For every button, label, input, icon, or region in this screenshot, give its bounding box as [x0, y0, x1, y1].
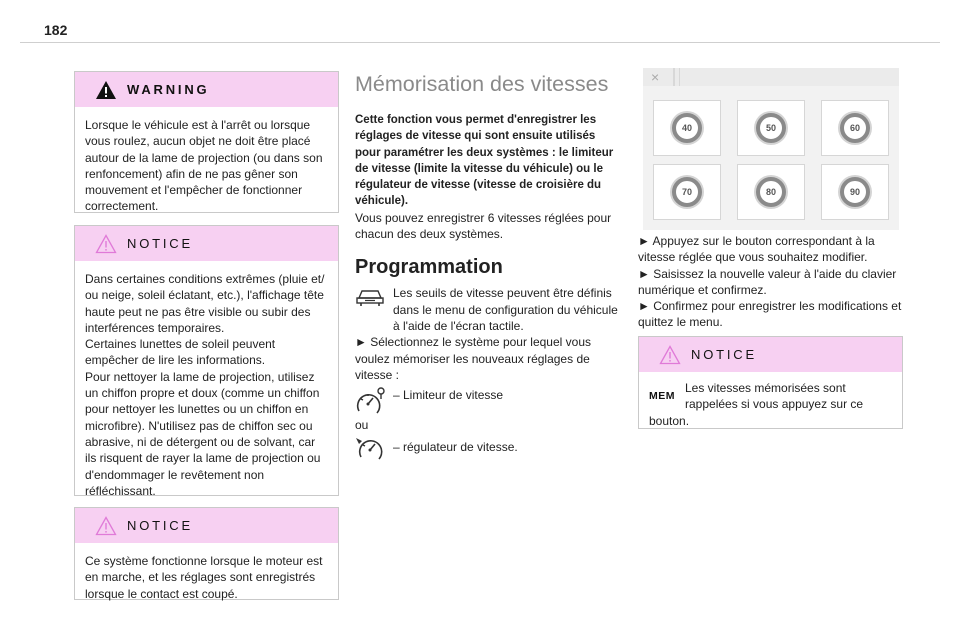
notice-header-1 [75, 226, 338, 261]
speed-sign-icon [756, 113, 786, 143]
notice1-paragraph-2: Certaines lunettes de soleil peuvent empêcher de lire les informations. [85, 337, 276, 368]
speed-value-5: 80 [765, 187, 776, 197]
page-number: 182 [44, 22, 68, 38]
speed-sign-icon [672, 113, 702, 143]
screen-toolbar [643, 68, 899, 86]
warning-triangle-icon [95, 80, 117, 100]
notice-title-3: NOTICE [691, 347, 757, 362]
mem-button-icon: MEM [649, 390, 675, 402]
warning-header [75, 72, 338, 107]
speed-value-1: 40 [681, 123, 692, 133]
main-column [355, 72, 620, 463]
speed-sign-icon [756, 177, 786, 207]
speed-limiter-icon [355, 387, 387, 417]
speed-value-4: 70 [681, 187, 692, 197]
warning-text: Lorsque le véhicule est à l'arrêt ou lorsque vous roulez, aucun objet ne doit être placé autour de la lame de projection (ou dans son renfoncement) afin de ne pas gêner son mouvement et l'empêcher de fonctionner correctement. [85, 118, 323, 214]
speed-value-6: 90 [849, 187, 860, 197]
warning-title: WARNING [127, 82, 210, 97]
notice3-text: Les vitesses mémorisées sont rappelées si vous appuyez sur ce bouton. [649, 381, 864, 428]
step-press-button: ► Appuyez sur le bouton correspondant à la vitesse réglée que vous souhaitez modifier. [638, 234, 875, 265]
speed-value-2: 50 [765, 123, 776, 133]
notice-triangle-icon [95, 516, 117, 536]
or-text: ou [355, 418, 369, 433]
speed-tile-5[interactable] [737, 164, 805, 220]
programming-title: Programmation [355, 256, 503, 279]
speed-memory-screen [643, 68, 899, 230]
notice-triangle-icon [95, 234, 117, 254]
notice-header-2 [75, 508, 338, 543]
speed-value-3: 60 [849, 123, 860, 133]
warning-box [74, 71, 339, 213]
notice-triangle-icon [659, 345, 681, 365]
step-select-system: ► Sélectionnez le système pour lequel vous voulez mémoriser les nouveaux réglages de vitesse : [355, 335, 592, 382]
speed-sign-icon [672, 177, 702, 207]
section-intro: Vous pouvez enregistrer 6 vitesses réglées pour chacun des deux systèmes. [355, 210, 612, 242]
notice-title-1: NOTICE [127, 236, 193, 251]
vehicle-icon [355, 287, 385, 307]
speed-sign-icon [840, 177, 870, 207]
speed-tile-3[interactable] [821, 100, 889, 156]
speed-sign-icon [840, 113, 870, 143]
cruise-option: – régulateur de vitesse. [393, 440, 518, 455]
speed-tile-4[interactable] [653, 164, 721, 220]
step-enter-value: ► Saisissez la nouvelle valeur à l'aide du clavier numérique et confirmez. [638, 266, 897, 297]
section-lead: Cette fonction vous permet d'enregistrer les réglages de vitesse qui sont ensuite utilisés pour paramétrer les deux systèmes : le limiteur de vitesse (limite la vitesse du véhicule) ou le régulateur de vitesse (vitesse de croisière du véhicule). [355, 114, 614, 208]
notice-box-3 [638, 336, 903, 429]
limiter-option: – Limiteur de vitesse [393, 388, 504, 403]
speed-tile-1[interactable] [653, 100, 721, 156]
notice-title-2: NOTICE [127, 518, 193, 533]
steps-column [638, 233, 903, 331]
cruise-control-icon [355, 435, 387, 463]
notice1-paragraph-1: Dans certaines conditions extrêmes (pluie et/ ou neige, soleil éclatant, etc.), l'affichage tête haute peut ne pas être visible ou subir des interférences temporaires. [85, 272, 325, 335]
speed-tile-2[interactable] [737, 100, 805, 156]
programming-text: Les seuils de vitesse peuvent être définis dans le menu de configuration du véhicule à l'aide de l'écran tactile. [393, 286, 618, 333]
notice-box-1 [74, 225, 339, 496]
step-confirm: ► Confirmez pour enregistrer les modifications et quittez le menu. [638, 299, 902, 330]
close-icon[interactable]: × [651, 69, 660, 85]
notice-header-3 [639, 337, 902, 372]
notice2-text: Ce système fonctionne lorsque le moteur est en marche, et les réglages sont enregistrés lorsque le contact est coupé. [85, 554, 323, 601]
notice1-paragraph-3: Pour nettoyer la lame de projection, utilisez un chiffon propre et doux (comme un chiffon pour nettoyer les lunettes ou un chiffon en microfibre). N'utilisez pas de chiffon sec ou abrasive, ni de détergent ou de solvant, car ils risquent de rayer la lame de projection ou d'endommager le revêtement non réfléchissant. [85, 369, 321, 498]
section-title: Mémorisation des vitesses [355, 72, 609, 96]
speed-tile-6[interactable] [821, 164, 889, 220]
notice-box-2 [74, 507, 339, 600]
top-divider [20, 42, 940, 43]
